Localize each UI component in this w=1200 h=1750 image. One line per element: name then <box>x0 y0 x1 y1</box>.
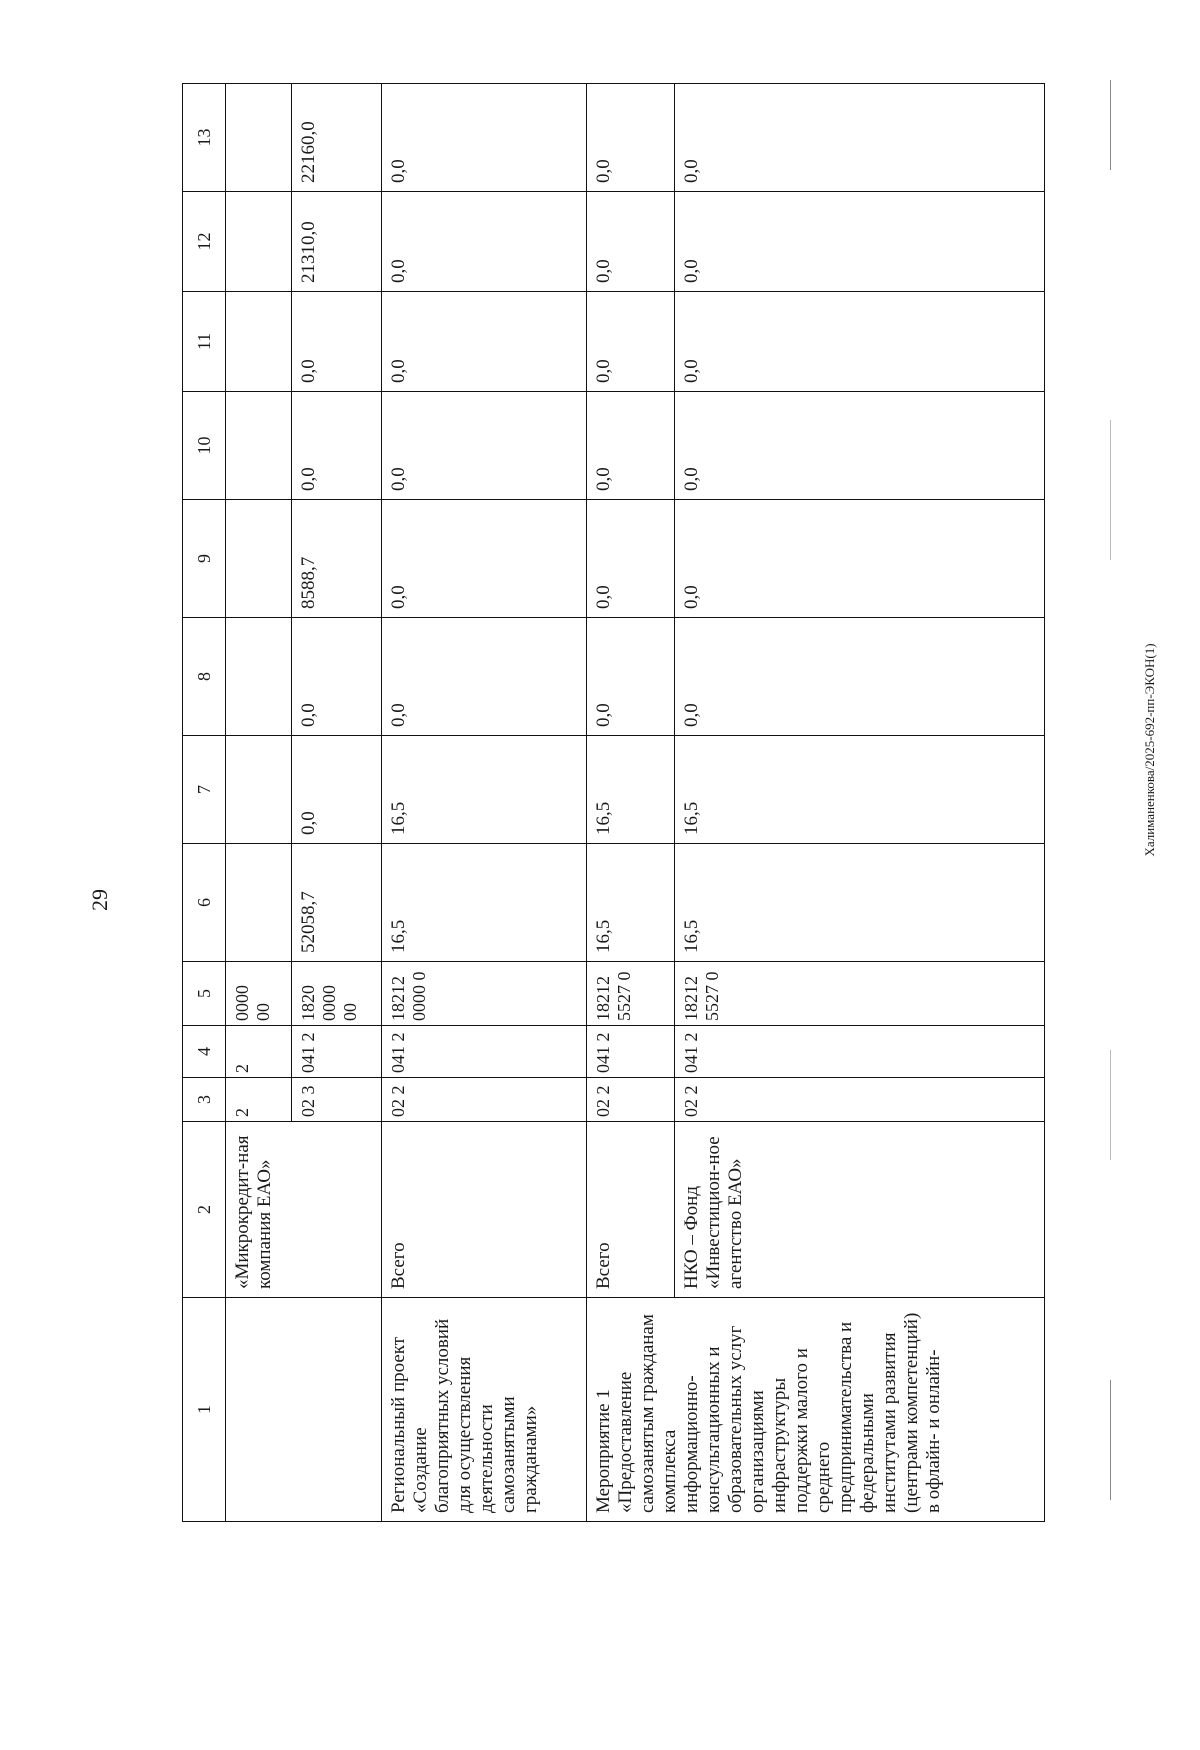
value-cell: 0,0 <box>382 84 587 192</box>
executor-cell: Всего <box>382 1122 587 1298</box>
table-row <box>587 84 675 1522</box>
value-cell <box>226 292 292 392</box>
executor-cell: НКО – Фонд «Инвестицион-ное агентство ЕАО» <box>675 1122 1045 1298</box>
margin-rule <box>1110 420 1111 560</box>
code-cell: 18212 0000 0 <box>382 962 587 1026</box>
code-cell: 02 3 <box>292 1078 382 1122</box>
value-cell: 52058,7 <box>292 844 382 962</box>
value-cell: 0,0 <box>587 84 675 192</box>
code-cell: 02 2 <box>382 1078 587 1122</box>
value-cell <box>226 192 292 292</box>
value-cell: 0,0 <box>675 192 1045 292</box>
value-cell: 0,0 <box>587 292 675 392</box>
header-cell: 3 <box>183 1078 226 1122</box>
code-cell: 18212 5527 0 <box>675 962 1045 1026</box>
value-cell: 0,0 <box>382 618 587 736</box>
value-cell: 0,0 <box>587 618 675 736</box>
value-cell: 16,5 <box>587 844 675 962</box>
document-reference <box>1142 250 1158 1250</box>
value-cell: 0,0 <box>292 392 382 500</box>
margin-rule <box>1110 80 1111 170</box>
header-cell: 11 <box>183 292 226 392</box>
value-cell: 16,5 <box>587 736 675 844</box>
program-name-cell: Мероприятие 1 «Предоставление самозанятым гражданам комплекса информационно-консультационных и образовательных услуг организациями инфраструктуры поддержки малого и среднего предпринимательства и федеральными институтами развития (центрами компетенций) в офлайн- и онлайн- <box>587 1298 1045 1522</box>
header-cell: 10 <box>183 392 226 500</box>
header-cell: 9 <box>183 500 226 618</box>
table-row <box>226 84 292 1522</box>
executor-cell: «Микрокредит-ная компания ЕАО» <box>226 1122 382 1298</box>
value-cell: 0,0 <box>587 192 675 292</box>
program-name-cell <box>226 1298 382 1522</box>
code-cell: 02 2 <box>587 1078 675 1122</box>
value-cell: 0,0 <box>292 618 382 736</box>
executor-cell: Всего <box>587 1122 675 1298</box>
value-cell <box>226 618 292 736</box>
value-cell: 0,0 <box>587 500 675 618</box>
value-cell: 22160,0 <box>292 84 382 192</box>
value-cell: 16,5 <box>382 844 587 962</box>
value-cell <box>226 736 292 844</box>
code-cell: 2 <box>226 1078 292 1122</box>
value-cell: 16,5 <box>382 736 587 844</box>
header-cell: 7 <box>183 736 226 844</box>
code-cell: 041 2 <box>292 1026 382 1078</box>
header-cell: 6 <box>183 844 226 962</box>
value-cell: 16,5 <box>675 844 1045 962</box>
value-cell: 21310,0 <box>292 192 382 292</box>
value-cell <box>226 500 292 618</box>
header-cell: 5 <box>183 962 226 1026</box>
value-cell: 0,0 <box>292 292 382 392</box>
value-cell: 0,0 <box>292 736 382 844</box>
code-cell: 02 2 <box>675 1078 1045 1122</box>
code-cell: 041 2 <box>382 1026 587 1078</box>
value-cell: 0,0 <box>587 392 675 500</box>
table-row <box>382 84 587 1522</box>
code-cell: 18212 5527 0 <box>587 962 675 1026</box>
header-cell: 1 <box>183 1298 226 1522</box>
value-cell: 0,0 <box>675 500 1045 618</box>
value-cell: 0,0 <box>675 292 1045 392</box>
value-cell: 0,0 <box>382 292 587 392</box>
code-cell: 1820 0000 00 <box>292 962 382 1026</box>
value-cell: 0,0 <box>675 618 1045 736</box>
margin-rule <box>1110 1380 1111 1500</box>
code-cell: 0000 00 <box>226 962 292 1026</box>
value-cell: 0,0 <box>382 192 587 292</box>
value-cell: 0,0 <box>382 392 587 500</box>
margin-rule <box>1110 1050 1111 1160</box>
header-cell: 12 <box>183 192 226 292</box>
code-cell: 041 2 <box>587 1026 675 1078</box>
budget-table-container <box>182 121 1102 1522</box>
value-cell: 0,0 <box>675 392 1045 500</box>
header-row <box>183 84 226 1522</box>
value-cell <box>226 844 292 962</box>
page-number: 29 <box>87 889 112 911</box>
value-cell <box>226 392 292 500</box>
value-cell <box>226 84 292 192</box>
header-cell: 8 <box>183 618 226 736</box>
header-cell: 13 <box>183 84 226 192</box>
value-cell: 0,0 <box>675 84 1045 192</box>
budget-table <box>182 83 1045 1522</box>
value-cell: 0,0 <box>382 500 587 618</box>
code-cell: 2 <box>226 1026 292 1078</box>
document-reference-text: Халиманенкова/2025-692-пп-ЭКОН(1) <box>1142 643 1157 857</box>
header-cell: 4 <box>183 1026 226 1078</box>
program-name-cell: Региональный проект «Создание благоприятных условий для осуществления деятельности самозанятыми гражданами» <box>382 1298 587 1522</box>
header-cell: 2 <box>183 1122 226 1298</box>
code-cell: 041 2 <box>675 1026 1045 1078</box>
value-cell: 16,5 <box>675 736 1045 844</box>
value-cell: 8588,7 <box>292 500 382 618</box>
